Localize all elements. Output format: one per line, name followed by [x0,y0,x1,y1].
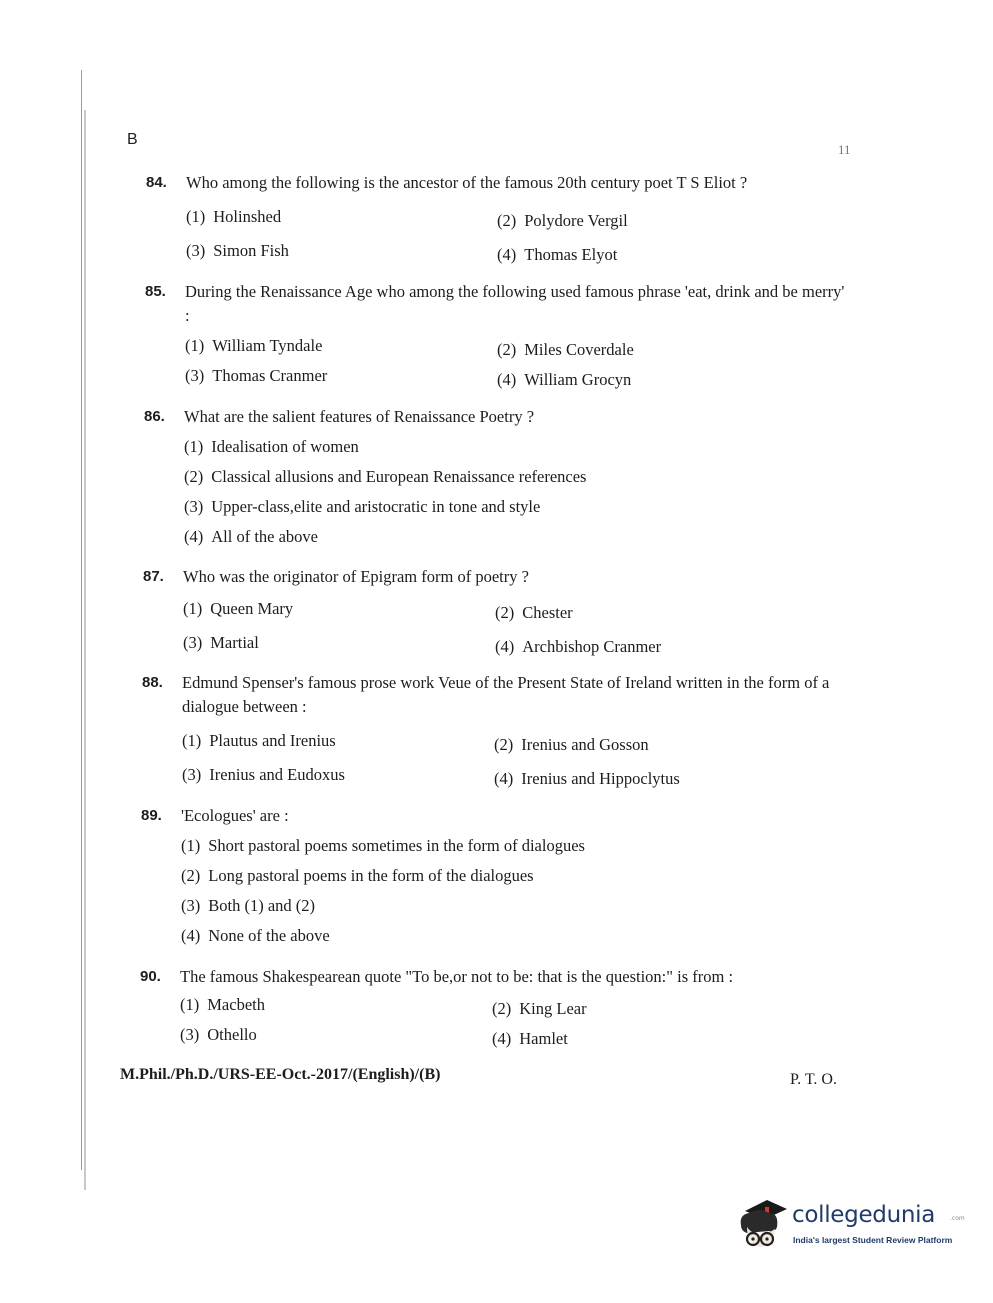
option-number: (1) [184,437,204,456]
mascot-icon [735,1197,791,1253]
question-text: Who was the originator of Epigram form of poetry ? [183,567,529,586]
option-number: (2) [492,999,512,1018]
option-number: (1) [186,207,206,226]
option-text: Macbeth [207,995,265,1014]
option-text: Chester [522,603,573,622]
pto-label: P. T. O. [790,1071,837,1088]
option-number: (2) [497,340,517,359]
question-text: The famous Shakespearean quote "To be,or not to be: that is the question:" is from : [180,967,734,986]
option-1 [186,205,281,229]
question-number: 89. [141,807,162,824]
option-2 [497,209,628,233]
option-text: Classical allusions and European Renaissance references [211,467,587,486]
question-text: Edmund Spenser's famous prose work Veue of the Present State of Ireland written in the form of a dialogue between : [182,673,830,716]
question-number: 86. [144,408,165,425]
option-number: (4) [181,926,201,945]
option-4 [497,368,631,392]
option-number: (4) [494,769,514,788]
question-number: 90. [140,968,161,985]
option-number: (4) [497,245,517,264]
option-text: Thomas Elyot [524,245,618,264]
option-1 [183,597,293,621]
question-86 [144,405,849,559]
option-text: Thomas Cranmer [212,366,328,385]
option-3 [185,364,327,388]
option-text: Upper-class,elite and aristocratic in tone and style [211,497,541,516]
page-binding-edge [78,70,88,1170]
option-number: (1) [182,731,202,750]
option-2 [181,864,534,888]
question-number: 88. [142,674,163,691]
question-85 [145,280,850,398]
option-1 [185,334,322,358]
option-3 [181,894,315,918]
option-number: (2) [497,211,517,230]
option-number: (4) [184,527,204,546]
question-number: 85. [145,283,166,300]
option-text: Irenius and Hippoclytus [521,769,680,788]
option-number: (2) [495,603,515,622]
option-text: Irenius and Eudoxus [209,765,345,784]
option-number: (2) [184,467,204,486]
option-4 [497,243,617,267]
option-4 [494,767,680,791]
option-text: Martial [210,633,259,652]
collegedunia-watermark [735,1197,965,1257]
exam-code: M.Phil./Ph.D./URS-EE-Oct.-2017/(English)/(B) [120,1066,441,1083]
option-number: (2) [494,735,514,754]
option-number: (3) [182,765,202,784]
option-3 [184,495,540,519]
option-text: Simon Fish [213,241,289,260]
option-1 [181,834,585,858]
option-3 [186,239,289,263]
option-1 [184,435,359,459]
brand-suffix: .com [950,1215,965,1222]
question-89 [141,804,846,958]
option-number: (1) [181,836,201,855]
option-text: Archbishop Cranmer [522,637,662,656]
option-2 [492,997,587,1021]
option-text: Irenius and Gosson [521,735,649,754]
option-number: (4) [492,1029,512,1048]
option-2 [495,601,573,625]
question-87 [143,565,848,659]
option-text: Long pastoral poems in the form of the dialogues [208,866,534,885]
question-84 [146,171,851,265]
option-text: William Tyndale [212,336,323,355]
option-number: (4) [497,370,517,389]
question-number: 84. [146,174,167,191]
option-text: William Grocyn [524,370,632,389]
option-text: All of the above [211,527,319,546]
option-text: Miles Coverdale [524,340,634,359]
brand-tagline: India's largest Student Review Platform [793,1235,953,1245]
option-2 [497,338,634,362]
option-text: Short pastoral poems sometimes in the form of dialogues [208,836,585,855]
option-1 [180,993,265,1017]
option-number: (4) [495,637,515,656]
question-text: Who among the following is the ancestor of the famous 20th century poet T S Eliot ? [186,173,748,192]
option-text: Polydore Vergil [524,211,628,230]
option-number: (1) [183,599,203,618]
option-number: (3) [183,633,203,652]
question-88 [142,671,847,789]
question-number: 87. [143,568,164,585]
page-number: 11 [838,142,851,157]
option-text: None of the above [208,926,330,945]
option-text: Both (1) and (2) [208,896,316,915]
question-text: 'Ecologues' are : [181,806,289,825]
option-4 [181,924,330,948]
option-3 [183,631,259,655]
option-number: (2) [181,866,201,885]
question-text: What are the salient features of Renaissance Poetry ? [184,407,535,426]
option-number: (1) [180,995,200,1014]
option-text: Queen Mary [210,599,294,618]
option-text: Hamlet [519,1029,568,1048]
set-letter: B [127,131,138,148]
option-3 [182,763,345,787]
option-text: Idealisation of women [211,437,359,456]
option-number: (3) [181,896,201,915]
option-text: Holinshed [213,207,282,226]
option-text: King Lear [519,999,587,1018]
option-text: Othello [207,1025,257,1044]
option-2 [184,465,586,489]
option-number: (1) [185,336,205,355]
question-text: During the Renaissance Age who among the following used famous phrase 'eat, drink and be merry' : [185,282,845,325]
option-4 [492,1027,568,1051]
option-2 [494,733,649,757]
option-text: Plautus and Irenius [209,731,336,750]
option-number: (3) [186,241,206,260]
option-4 [495,635,661,659]
option-1 [182,729,336,753]
question-90 [140,965,845,1059]
option-3 [180,1023,257,1047]
brand-name: collegedunia [792,1202,936,1228]
option-4 [184,525,318,549]
option-number: (3) [184,497,204,516]
option-number: (3) [185,366,205,385]
option-number: (3) [180,1025,200,1044]
